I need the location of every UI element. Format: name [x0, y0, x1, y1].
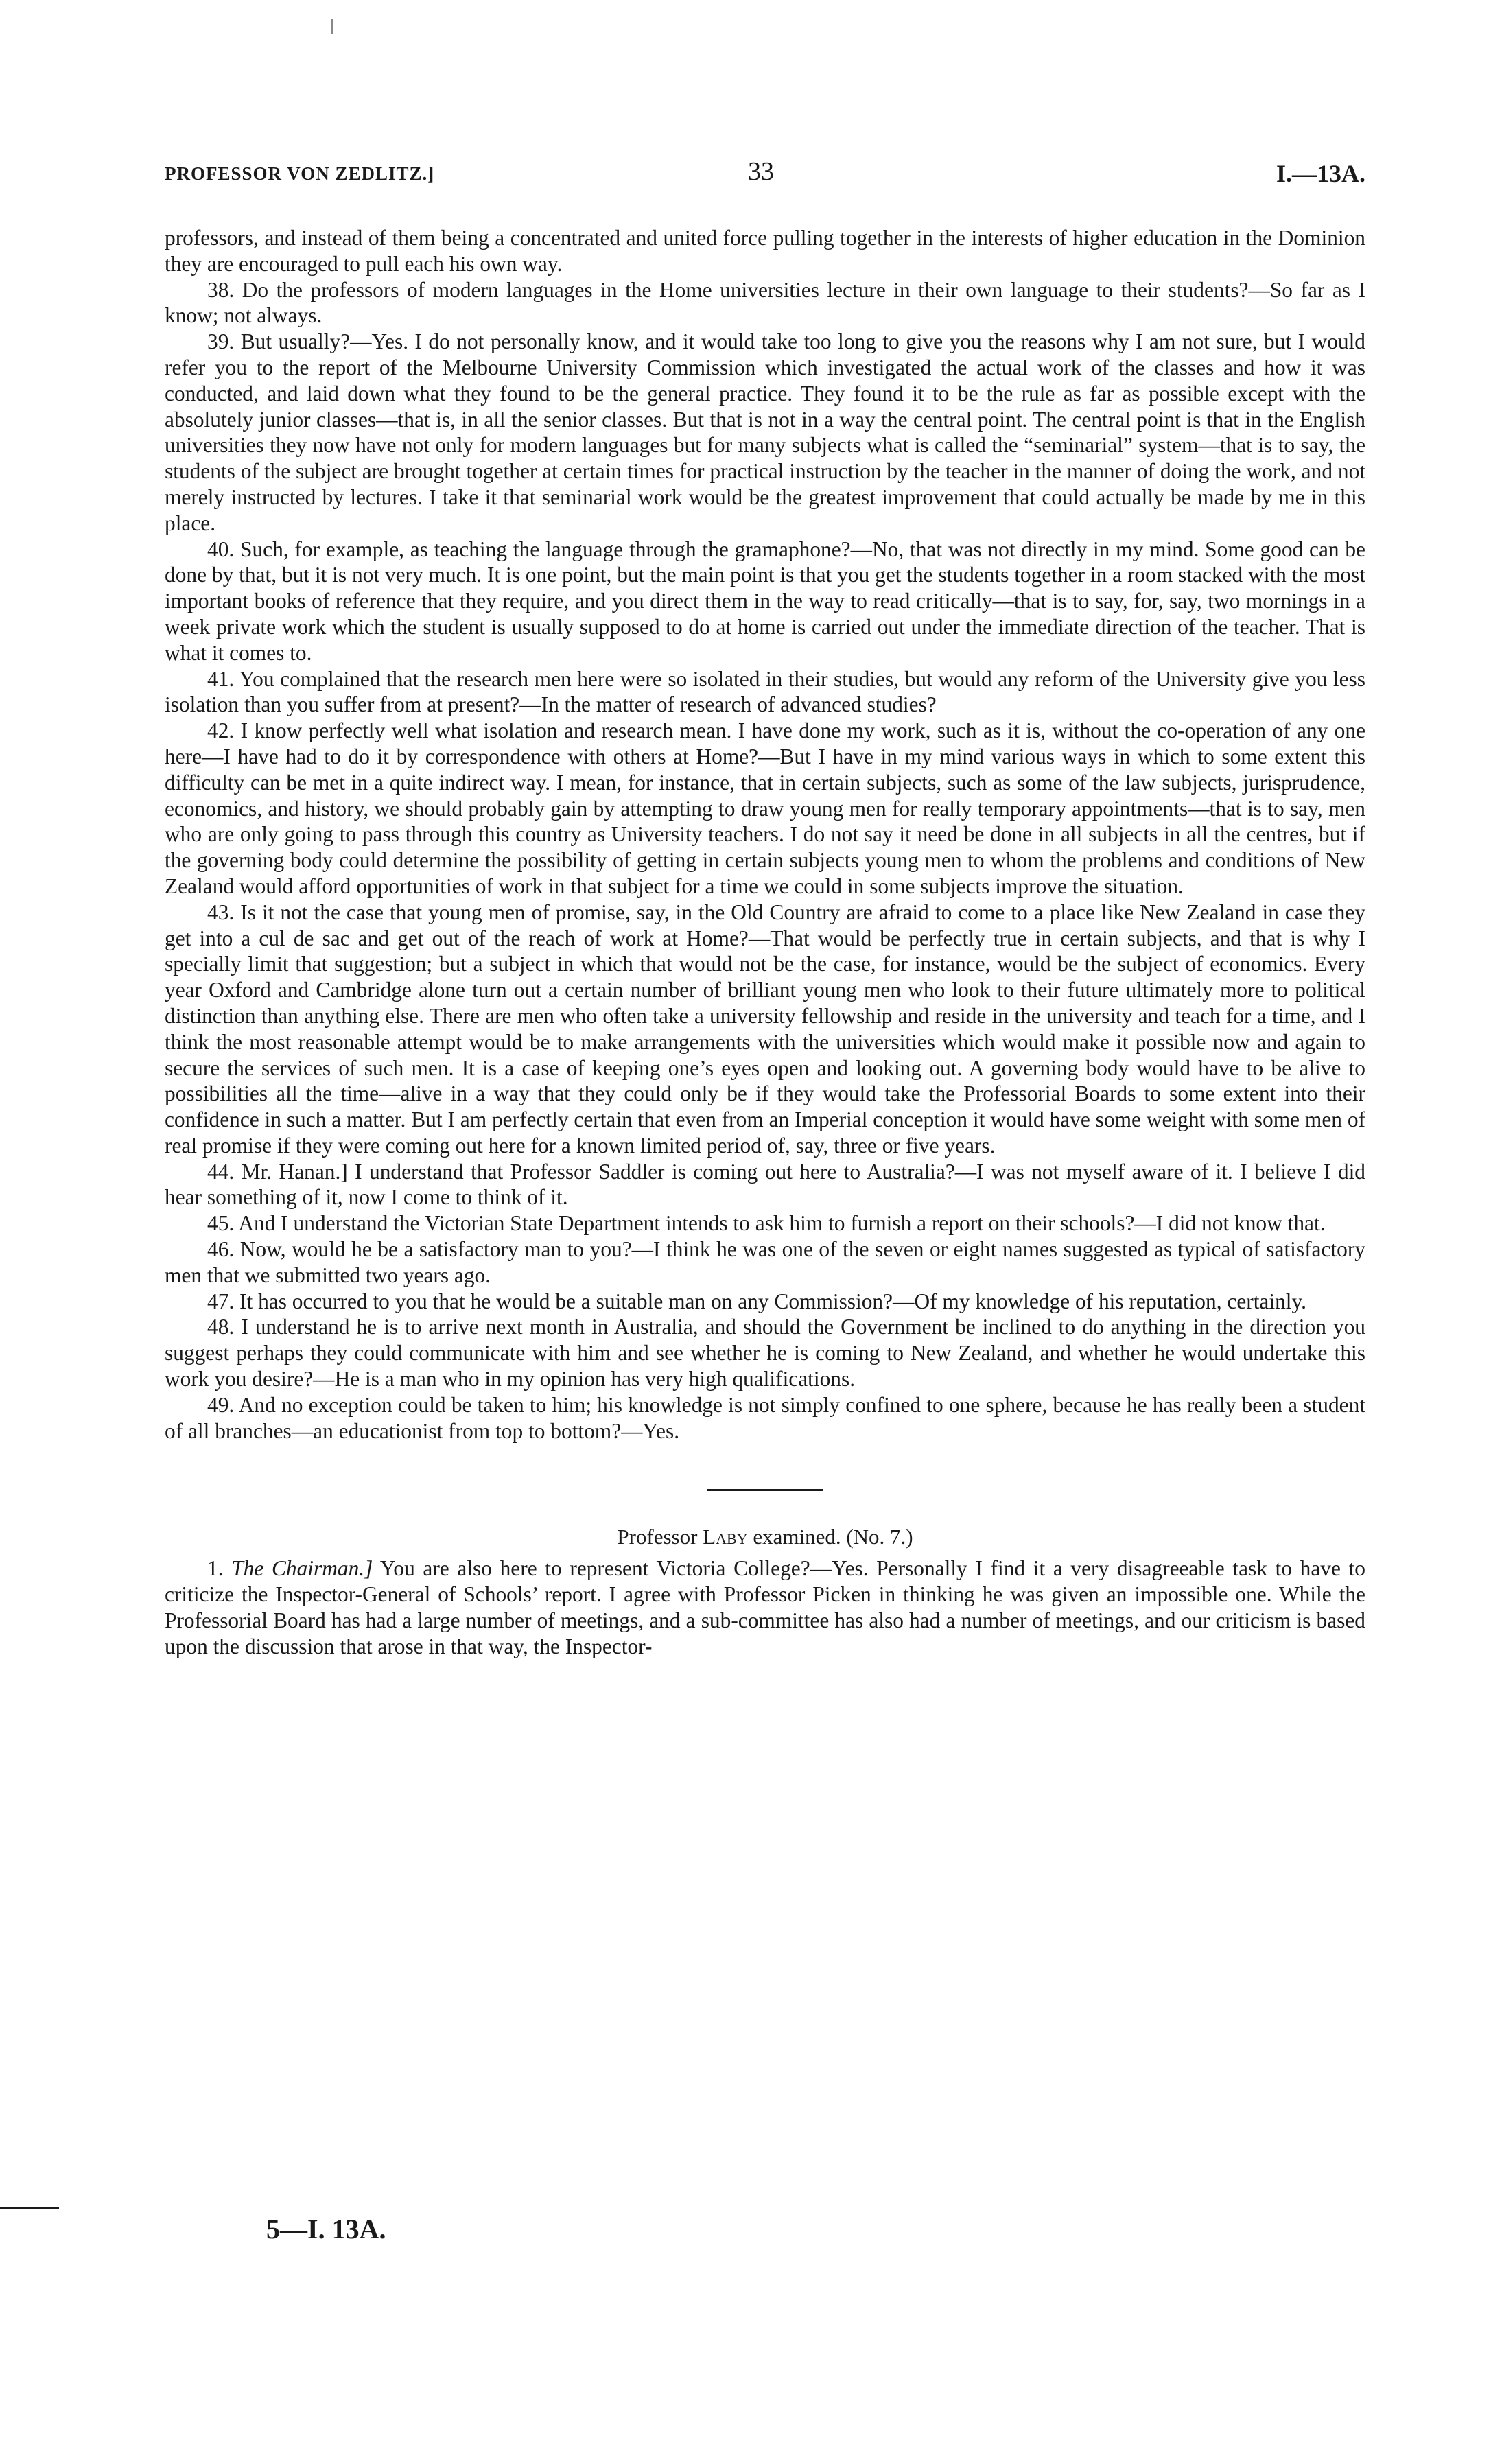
- paragraph-q47: 47. It has occurred to you that he would be a suitable man on any Commission?—Of my knowledge of his reputation, certainly.: [207, 1289, 1307, 1313]
- document-body: [165, 225, 1365, 1659]
- laby-q1-text: You are also here to represent Victoria College?—Yes. Personally I find it a very disagreeable task to have to criticize the Inspector-General of Schools’ report. I agree with Professor Picken in thinking he was given an impossible one. While the Professorial Board has had a large number of meetings, and a sub-committee has also had a number of meetings, and our criticism is based upon the discussion that arose in that way, the Inspector-: [165, 1556, 1365, 1658]
- document-reference: I.—13A.: [1276, 160, 1365, 187]
- section-title: [165, 1524, 1365, 1550]
- paragraph-q44: 44. Mr. Hanan.] I understand that Professor Saddler is coming out here to Australia?—I was not myself aware of it. I believe I did hear something of it, now I come to think of it.: [165, 1159, 1365, 1210]
- paragraph-q49: 49. And no exception could be taken to him; his knowledge is not simply confined to one sphere, because he has really been a student of all branches—an educationist from top to bottom?—Yes.: [165, 1392, 1365, 1443]
- scan-mark: [331, 19, 333, 34]
- margin-dash: [0, 2207, 59, 2209]
- paragraph-q38: 38. Do the professors of modern languages in the Home universities lecture in their own language to their students?—So far as I know; not always.: [165, 277, 1365, 328]
- signature-mark: 5—I. 13A.: [266, 2214, 386, 2244]
- speaker-label: The Chairman.]: [231, 1556, 373, 1581]
- paragraph-q48: 48. I understand he is to arrive next month in Australia, and should the Government be inclined to do anything in the direction you suggest perhaps they could communicate with him and see whether he is coming to New Zealand, and whether he would undertake this work you desire?—He is a man who in my opinion has very high qualifications.: [165, 1315, 1365, 1392]
- laby-q1-number: 1.: [207, 1556, 224, 1581]
- paragraph-laby-q1: [165, 1556, 1365, 1659]
- page-number: 33: [748, 157, 774, 186]
- paragraph-q42: 42. I know perfectly well what isolation and research mean. I have done my work, such as it is, without the co-operation of any one here—I have had to do it by correspondence with others at Home?—But I have in my mind various ways in which to some extent this difficulty can be met in a quite indirect way. I mean, for instance, that in certain subjects, such as some of the law subjects, jurisprudence, economics, and history, we should probably gain by attempting to draw young men for really temporary appointments—that is to say, men who are only going to pass through this country as University teachers. I do not say it need be done in all subjects in all the centres, but if the governing body could determine the possibility of getting in certain subjects young men to whom the problems and conditions of New Zealand would afford opportunities of work in that subject for a time we could in some subjects improve the situation.: [165, 718, 1365, 898]
- section-divider: [707, 1489, 823, 1491]
- section-title-suffix: examined. (No. 7.): [753, 1525, 913, 1549]
- header-witness-name: PROFESSOR VON ZEDLITZ.]: [165, 163, 435, 184]
- section-witness-name: Laby: [703, 1525, 748, 1549]
- paragraph-q45: 45. And I understand the Victorian State Department intends to ask him to furnish a report on their schools?—I did not know that.: [207, 1211, 1326, 1236]
- paragraph-q40: 40. Such, for example, as teaching the language through the gramaphone?—No, that was not directly in my mind. Some good can be done by that, but it is not very much. It is one point, but the main point is that you get the students together in a room stacked with the most important books of reference that they require, and you direct them in the way to read critically—that is to say, for, say, two mornings in a week private work which the student is usually supposed to do at home is carried out under the immediate direction of the teacher. That is what it comes to.: [165, 537, 1365, 665]
- paragraph-q43: 43. Is it not the case that young men of promise, say, in the Old Country are afraid to come to a place like New Zealand in case they get into a cul de sac and get out of the reach of work at Home?—That would be perfectly true in certain subjects, and that is why I specially limit that suggestion; but a subject in which that would not be the case, for instance, would be the subject of economics. Every year Oxford and Cambridge alone turn out a certain number of brilliant young men who look to their future ultimately more to political distinction than anything else. There are men who often take a university fellowship and reside in the university and teach for a time, and I think the most reasonable attempt would be to make arrangements with the universities which would make it possible now and again to secure the services of such men. It is a case of keeping one’s eyes open and looking out. A governing body would have to be alive to possibilities all the time—alive in a way that they could only be if they would take the Professorial Boards to some extent into their confidence in such a matter. But I am perfectly certain that even from an Imperial conception it would have some weight with some men of real promise if they were coming out here for a known limited period of, say, three or five years.: [165, 900, 1365, 1158]
- paragraph-q46: 46. Now, would he be a satisfactory man to you?—I think he was one of the seven or eight names suggested as typical of satisfactory men that we submitted two years ago.: [165, 1237, 1365, 1287]
- paragraph-continuation: professors, and instead of them being a concentrated and united force pulling together in the interests of higher education in the Dominion they are encouraged to pull each his own way.: [165, 226, 1365, 276]
- paragraph-q39: 39. But usually?—Yes. I do not personally know, and it would take too long to give you the reasons why I am not sure, but I would refer you to the report of the Melbourne University Commission which investigated the actual work of the classes and how it was conducted, and laid down what they found to be the general practice. They found it to be the rule as far as possible except with the absolutely junior classes—that is, in all the senior classes. But that is not in a way the central point. The central point is that in the English universities they now have not only for modern languages but for many subjects what is called the “seminarial” system—that is to say, the students of the subject are brought together at certain times for practical instruction by the teacher in the manner of doing the work, and not merely instructed by lectures. I take it that seminarial work would be the greatest improvement that could actually be made by me in this place.: [165, 329, 1365, 535]
- paragraph-q41: 41. You complained that the research men here were so isolated in their studies, but would any reform of the University give you less isolation than you suffer from at present?—In the matter of research of advanced studies?: [165, 666, 1365, 717]
- section-title-prefix: Professor: [617, 1525, 698, 1549]
- running-header: [165, 156, 1365, 198]
